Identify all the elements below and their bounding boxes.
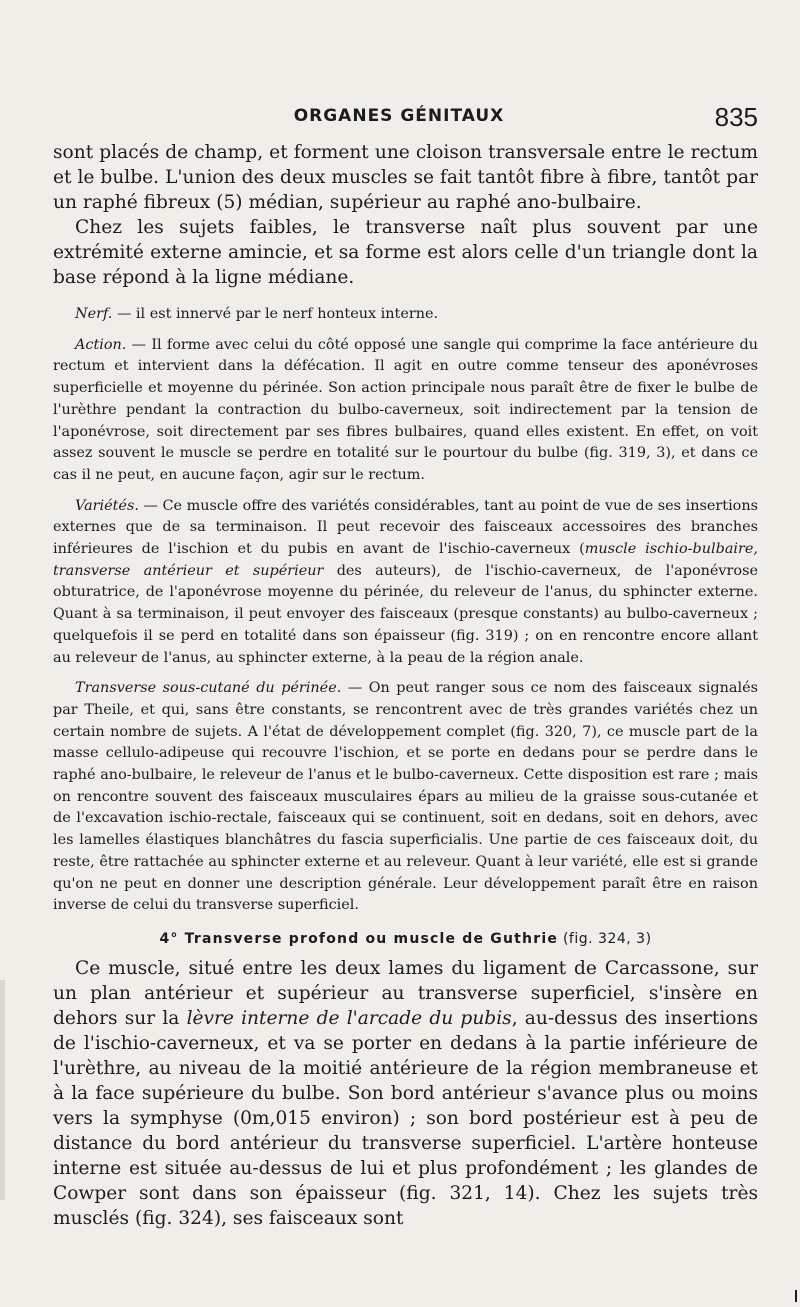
action-label: Action. xyxy=(75,336,127,353)
transverse-text: — On peut ranger sous ce nom des faisceaux signalés par Theile, et qui, sans être constants, se rencontrent avec de très grandes variétés chez un certain nombre de sujets. A l'état de développement complet (fig. 320, 7), ce muscle part de la masse cellulo-adipeuse qui recouvre l'ischion, et se porte en dedans pour se perdre dans le raphé ano-bulbaire, le releveur de l'anus et le bulbo-caverneux. Cette disposition est rare ; mais on rencontre souvent des faisceaux musculaires épars au milieu de la graisse sous-cutanée et de l'excavation ischio-rectale, faisceaux qui se continuent, soit en dedans, soit en dehors, avec les lamelles élastiques blanchâtres du fascia superficialis. Une partie de ces faisceaux doit, du reste, être rattachée au sphincter externe et au releveur. Quant à leur variété, elle est si grande qu'on ne peut en donner une description générale. Leur développement paraît être en raison inverse de celui du transverse superficiel. xyxy=(53,680,758,914)
paragraph-intro: sont placés de champ, et forment une cloison transversale entre le rectum et le bulbe. L'union des deux muscles se fait tantôt fibre à fibre, tantôt par un raphé fibreux (5) médian, supérieur au raphé ano-bulbaire. xyxy=(53,142,758,213)
transverse-label: Transverse sous-cutané du périnée. xyxy=(75,680,342,697)
running-title: ORGANES GÉNITAUX xyxy=(293,106,505,126)
nerve-label: Nerf. xyxy=(75,306,113,322)
paragraph-transverse-subcutaneous xyxy=(53,678,758,917)
page-header xyxy=(40,104,758,134)
action-text: — Il forme avec celui du côté opposé une sangle qui comprime la face antérieure du rectum et intervient dans la défécation. Il agit en outre comme tenseur des aponévroses superficielle et moyenne du périnée. Son action principale nous paraît être de fixer le bulbe de l'urèthre pendant la contraction du bulbo-caverneux, soit indirectement par la tension de l'aponévrose, soit directement par ses fibres bulbaires, quand elles existent. En effet, on voit assez souvent le muscle se perdre en totalité sur le pourtour du bulbe (fig. 319, 3), et dans ce cas il ne peut, en aucune façon, agir sur le rectum. xyxy=(53,336,758,483)
paragraph-nerve xyxy=(53,304,758,326)
paragraph-guthrie xyxy=(53,956,758,1231)
page-number: 835 xyxy=(714,102,758,132)
varieties-text-1: — Ce muscle offre des variétés considérables, tant au point de vue de ses insertions externes que de sa terminaison. Il peut recevoir des faisceaux accessoires des branches inférieures de l'ischion et du pubis en avant de l'ischio-caverneux ( xyxy=(53,497,758,558)
margin-mark xyxy=(795,1290,797,1302)
section-heading xyxy=(53,931,758,947)
varieties-label: Variétés. xyxy=(75,497,139,514)
varieties-italic: muscle ischio-bulbaire, transverse antérieur et supérieur xyxy=(53,541,758,579)
section-heading-text: 4° Transverse profond ou muscle de Guthrie xyxy=(159,930,559,947)
guthrie-italic: lèvre interne de l'arcade du pubis xyxy=(186,1007,512,1029)
page-body xyxy=(53,140,758,1231)
page-edge-shadow xyxy=(0,980,5,1200)
guthrie-text-2: , au-dessus des insertions de l'ischio-caverneux, et va se porter en dedans à la partie inférieure de l'urèthre, au niveau de la moitié antérieure de la région membraneuse et à la face supérieure du bulbe. Son bord antérieur s'avance plus ou moins vers la symphyse (0m,015 environ) ; son bord postérieur est à peu de distance du bord antérieur du transverse superficiel. L'artère honteuse interne est située au-dessus de lui et plus profondément ; les glandes de Cowper sont dans son épaisseur (fig. 321, 14). Chez les sujets très musclés (fig. 324), ses faisceaux sont xyxy=(53,1007,758,1229)
paragraph-varieties xyxy=(53,496,758,670)
varieties-text-2: des auteurs), de l'ischio-caverneux, de l'aponévrose obturatrice, de l'aponévrose moyenne du périnée, du releveur de l'anus, du sphincter externe. Quant à sa terminaison, il peut envoyer des faisceaux (presque constants) au bulbo-caverneux ; quelquefois il se perd en totalité dans son épaisseur (fig. 319) ; on en rencontre encore allant au releveur de l'anus, au sphincter externe, à la peau de la région anale. xyxy=(53,562,758,666)
paragraph-action xyxy=(53,335,758,487)
section-heading-ref: (fig. 324, 3) xyxy=(558,930,652,947)
paragraph-weak-subjects: Chez les sujets faibles, le transverse naît plus souvent par une extrémité externe amincie, et sa forme est alors celle d'un triangle dont la base répond à la ligne médiane. xyxy=(53,217,758,288)
nerve-text: — il est innervé par le nerf honteux interne. xyxy=(112,306,439,322)
guthrie-text-1: Ce muscle, situé entre les deux lames du ligament de Carcassone, sur un plan antérieur et supérieur au transverse superficiel, s'insère en dehors sur la xyxy=(53,957,758,1029)
